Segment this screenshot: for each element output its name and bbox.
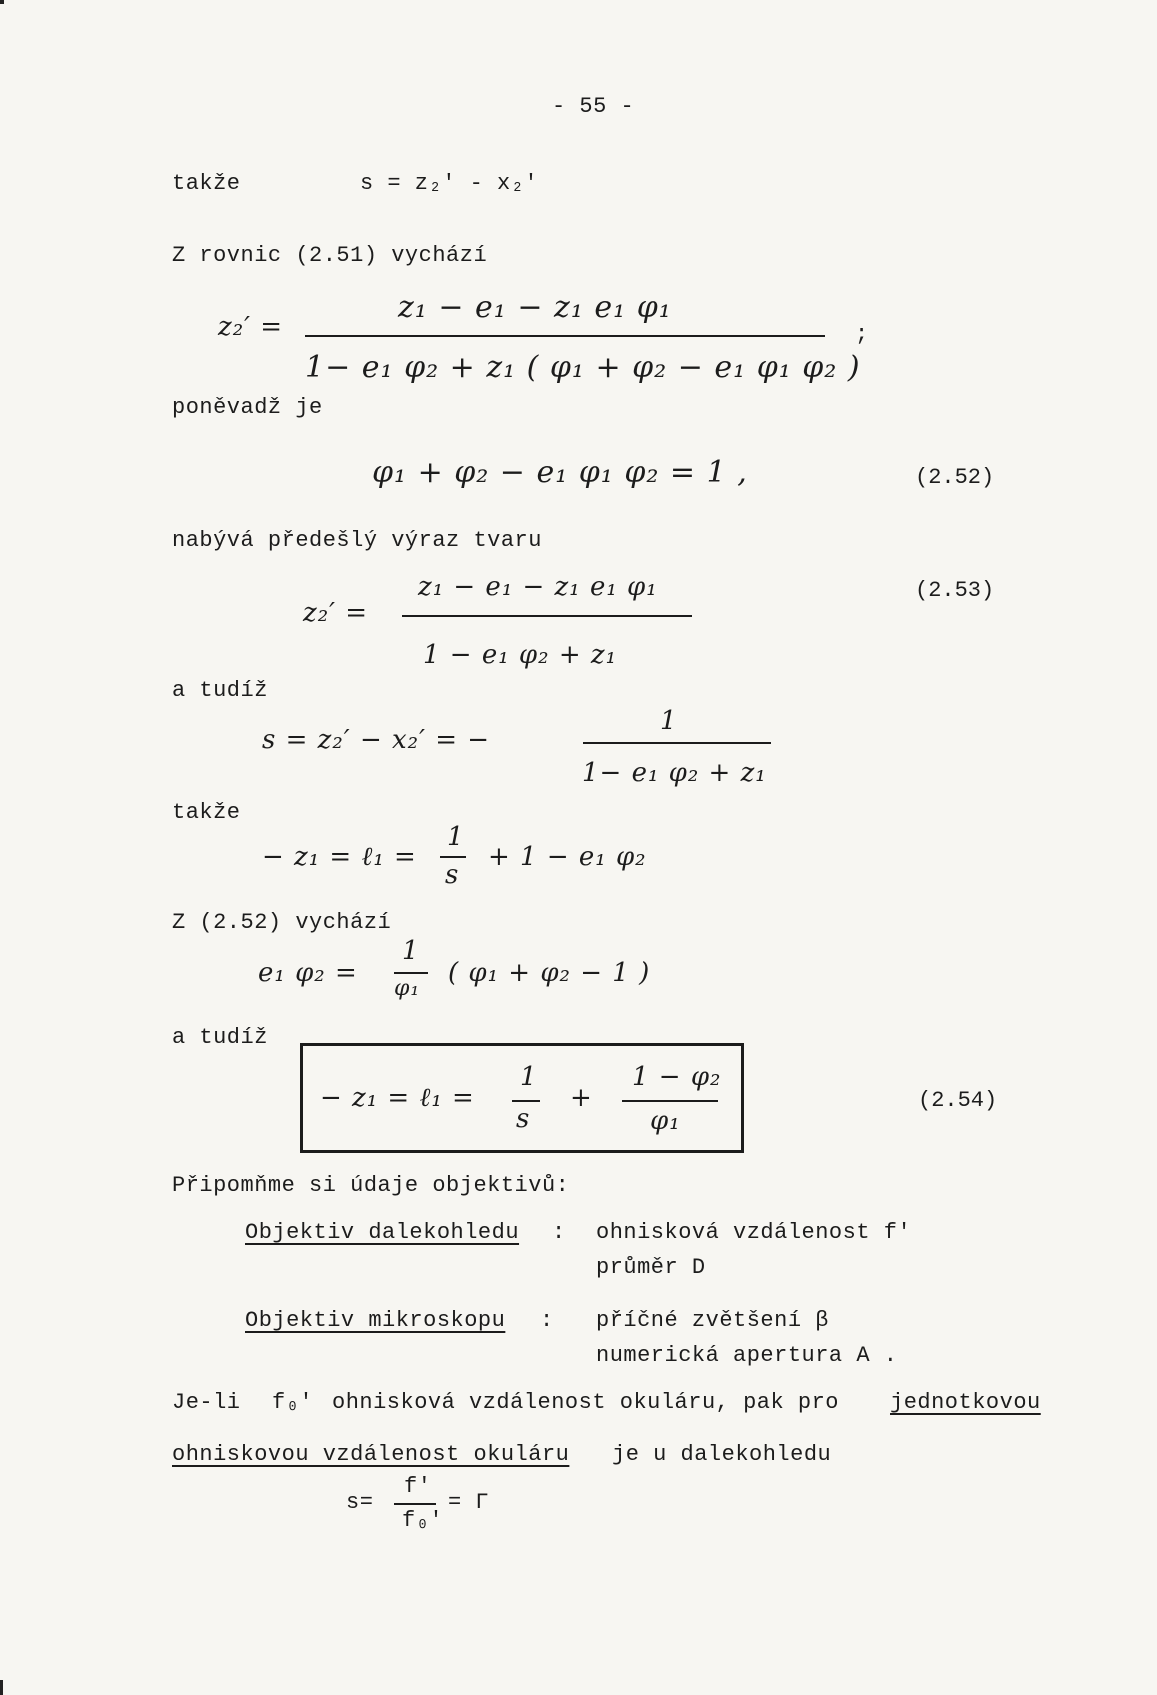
eq-e1-frac-num: 1 xyxy=(402,936,420,966)
eq-z1-frac-bar xyxy=(440,856,466,858)
eq-254-left: − z₁ = ℓ₁ = xyxy=(320,1083,475,1113)
eq-s-numerator: 1 xyxy=(660,706,678,736)
eq-253-fraction-bar xyxy=(402,615,692,617)
eq-final-lhs: s= xyxy=(346,1490,374,1515)
eq-z1-left: − z₁ = ℓ₁ = xyxy=(262,842,417,872)
scan-edge-top-left xyxy=(0,0,4,4)
text-takze-2: takže xyxy=(172,800,241,825)
objective-microscope-sep: : xyxy=(540,1308,554,1333)
eq-254-plus: + xyxy=(570,1083,593,1113)
eq-254-frac1-bar xyxy=(512,1100,540,1102)
eq-e1-right: ( φ₁ + φ₂ − 1 ) xyxy=(448,958,651,988)
formula-s-definition: s = z₂′ - x₂′ xyxy=(360,171,539,196)
eq-s-lhs: s = z₂′ − x₂′ = − xyxy=(262,725,491,755)
eq-253-numerator: z₁ − e₁ − z₁ e₁ φ₁ xyxy=(418,572,658,602)
eq-z1-frac-den: s xyxy=(445,860,460,890)
objective-telescope-line2: průměr D xyxy=(596,1255,706,1280)
eq1-lhs: z₂′ = xyxy=(218,312,284,342)
eq-s-fraction-bar xyxy=(583,742,771,744)
eq-e1-frac-bar xyxy=(394,972,428,974)
eq-254-frac2-bar xyxy=(622,1100,718,1102)
eq-z1-frac-num: 1 xyxy=(447,822,465,852)
text-nabyva: nabývá předešlý výraz tvaru xyxy=(172,528,542,553)
eq-252-formula: φ₁ + φ₂ − e₁ φ₁ φ₂ = 1 , xyxy=(372,455,748,490)
text-f0-prime: f₀′ xyxy=(272,1390,314,1415)
text-pripomnme: Připomňme si údaje objektivů: xyxy=(172,1173,570,1198)
eq-s-denominator: 1− e₁ φ₂ + z₁ xyxy=(582,758,767,788)
text-z-rovnic: Z rovnic (2.51) vychází xyxy=(172,243,488,268)
eq-253-lhs: z₂′ = xyxy=(303,598,369,628)
eq-254-frac1-den: s xyxy=(516,1104,531,1134)
scan-edge-bottom-left xyxy=(0,1680,3,1695)
eq-final-den: f₀′ xyxy=(402,1508,444,1533)
eq1-numerator: z₁ − e₁ − z₁ e₁ φ₁ xyxy=(398,290,672,325)
objective-microscope-line2: numerická apertura A . xyxy=(596,1343,898,1368)
objective-telescope-line1: ohnisková vzdálenost f′ xyxy=(596,1220,912,1245)
eq-252-number: (2.52) xyxy=(915,465,995,490)
text-z-252-vychazi: Z (2.52) vychází xyxy=(172,910,392,935)
eq-254-number: (2.54) xyxy=(918,1088,998,1113)
eq-final-bar xyxy=(394,1503,436,1505)
text-a-tudiz-2: a tudíž xyxy=(172,1025,268,1050)
eq1-fraction-bar xyxy=(305,335,825,337)
eq-253-number: (2.53) xyxy=(915,578,995,603)
objective-telescope-name: Objektiv dalekohledu xyxy=(245,1220,520,1245)
text-je-li: Je-li xyxy=(172,1390,241,1415)
text-ponevadz: poněvadž je xyxy=(172,395,323,420)
eq-final-num: f′ xyxy=(404,1474,432,1499)
eq-254-frac1-num: 1 xyxy=(520,1062,538,1092)
text-a-tudiz-1: a tudíž xyxy=(172,678,268,703)
page-number: - 55 - xyxy=(552,94,635,119)
text-ohniskovou-vzdalenost: ohniskovou vzdálenost okuláru xyxy=(172,1442,570,1467)
objective-telescope-sep: : xyxy=(552,1220,566,1245)
text-takze-1: takže xyxy=(172,171,241,196)
text-je-u-dalekohledu: je u dalekohledu xyxy=(612,1442,832,1467)
eq-e1-left: e₁ φ₂ = xyxy=(258,958,358,988)
objective-microscope-name: Objektiv mikroskopu xyxy=(245,1308,506,1333)
eq-254-frac2-den: φ₁ xyxy=(650,1106,681,1136)
eq-253-denominator: 1 − e₁ φ₂ + z₁ xyxy=(423,640,617,670)
text-ohniskova-okularu: ohnisková vzdálenost okuláru, pak pro xyxy=(332,1390,839,1415)
eq-final-rhs: = Γ xyxy=(448,1490,490,1515)
text-jednotkovou: jednotkovou xyxy=(890,1390,1041,1415)
eq1-denominator: 1− e₁ φ₂ + z₁ ( φ₁ + φ₂ − e₁ φ₁ φ₂ ) xyxy=(305,350,861,385)
eq-254-frac2-num: 1 − φ₂ xyxy=(632,1062,722,1092)
eq-z1-right: + 1 − e₁ φ₂ xyxy=(488,842,647,872)
objective-microscope-line1: příčné zvětšení β xyxy=(596,1308,829,1333)
eq1-tail: ; xyxy=(855,322,869,347)
eq-e1-frac-den: φ₁ xyxy=(394,976,421,1001)
